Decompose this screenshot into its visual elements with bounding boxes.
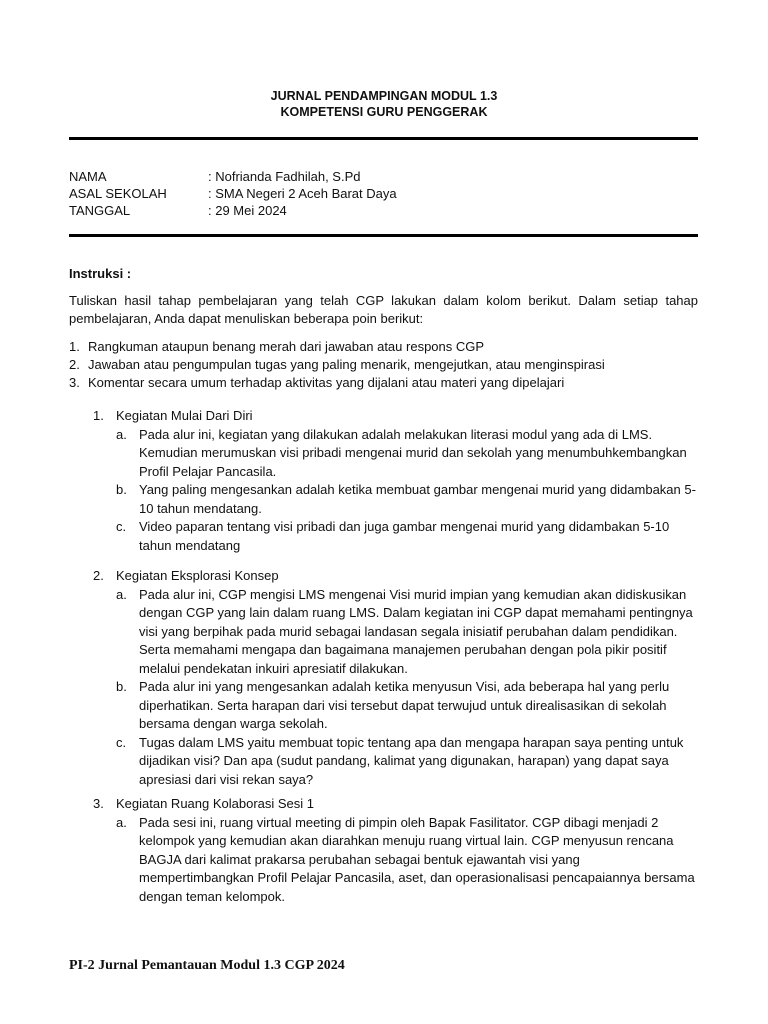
section-item bbox=[93, 678, 698, 734]
section-item bbox=[93, 481, 698, 518]
list-text: Jawaban atau pengumpulan tugas yang paling menarik, mengejutkan, atau menginspirasi bbox=[88, 357, 605, 372]
identity-value: : Nofrianda Fadhilah, S.Pd bbox=[208, 169, 361, 184]
section-title: Kegiatan Mulai Dari Diri bbox=[116, 408, 253, 423]
identity-label: TANGGAL bbox=[69, 203, 131, 218]
list-item bbox=[69, 374, 698, 392]
item-text: Pada alur ini yang mengesankan adalah ketika menyusun Visi, ada beberapa hal yang perlu diperhatikan. Serta harapan dari visi tersebut dapat terwujud untuk direalisasikan di sekolah bersama dengan warga sekolah. bbox=[139, 679, 670, 731]
list-item bbox=[69, 356, 698, 374]
identity-value: : 29 Mei 2024 bbox=[208, 203, 287, 218]
section-item bbox=[93, 426, 698, 482]
page-footer: PI-2 Jurnal Pemantauan Modul 1.3 CGP 2024 bbox=[69, 958, 345, 973]
item-marker: a. bbox=[116, 426, 127, 442]
list-text: Komentar secara umum terhadap aktivitas yang dijalani atau materi yang dipelajari bbox=[88, 375, 565, 390]
section-number: 3. bbox=[93, 796, 104, 811]
section-mulai-dari-diri bbox=[93, 407, 698, 555]
item-text: Pada sesi ini, ruang virtual meeting di pimpin oleh Bapak Fasilitator. CGP dibagi menjadi 2 kelompok yang kemudian akan diarahkan menuju ruang virtual lain. CGP menyusun rencana BAGJA dari kalimat prakarsa perubahan sebagai bentuk ejawantah visi yang mempertimbangkan Profil Pelajar Pancasila, aset, dan operasionalisasi pencapaiannya bersama dengan teman kelompok. bbox=[139, 814, 695, 904]
item-text: Tugas dalam LMS yaitu membuat topic tentang apa dan mengapa harapan saya penting untuk dijadikan visi? Dan apa (sudut pandang, kalimat yang digunakan, harapan) yang dapat saya apresiasi dari visi rekan saya? bbox=[139, 734, 684, 787]
section-heading bbox=[93, 407, 698, 426]
instructions-list bbox=[69, 338, 698, 392]
section-heading bbox=[93, 795, 698, 814]
section-item bbox=[93, 586, 698, 679]
list-text: Rangkuman ataupun benang merah dari jawaban atau respons CGP bbox=[88, 339, 485, 354]
section-item bbox=[93, 814, 698, 907]
item-text: Video paparan tentang visi pribadi dan juga gambar mengenai murid yang didambakan 5-10 tahun mendatang bbox=[139, 519, 670, 553]
section-heading bbox=[93, 567, 698, 586]
section-item bbox=[93, 734, 698, 790]
instructions-intro: Tuliskan hasil tahap pembelajaran yang telah CGP lakukan dalam kolom berikut. Dalam setiap tahap pembelajaran, Anda dapat menuliskan beberapa poin berikut: bbox=[69, 293, 698, 326]
list-item bbox=[69, 338, 698, 356]
section-item bbox=[93, 518, 698, 555]
section-ruang-kolaborasi bbox=[93, 795, 698, 906]
section-title: Kegiatan Eksplorasi Konsep bbox=[116, 568, 279, 583]
list-number: 3. bbox=[69, 375, 80, 390]
section-number: 2. bbox=[93, 568, 104, 583]
item-text: Pada alur ini, kegiatan yang dilakukan adalah melakukan literasi modul yang ada di LMS. Kemudian merumuskan visi pribadi mengenai murid dan sekolah yang menumbuhkembangkan Profil Pelajar Pancasila. bbox=[139, 426, 687, 479]
item-marker: b. bbox=[116, 482, 127, 497]
identity-value: : SMA Negeri 2 Aceh Barat Daya bbox=[208, 186, 397, 201]
item-text: Yang paling mengesankan adalah ketika membuat gambar mengenai murid yang didambakan 5-10 tahun mendatang. bbox=[139, 482, 696, 516]
identity-label: NAMA bbox=[69, 169, 107, 184]
instructions-heading: Instruksi : bbox=[69, 266, 132, 281]
item-marker: a. bbox=[116, 814, 127, 830]
identity-label: ASAL SEKOLAH bbox=[69, 186, 167, 201]
item-marker: c. bbox=[116, 519, 127, 534]
item-text: Pada alur ini, CGP mengisi LMS mengenai Visi murid impian yang kemudian akan didiskusikan dengan CGP yang lain dalam ruang LMS. Dalam kegiatan ini CGP dapat memahami pentingnya visi yang berpihak pada murid sebagai landasan segala inisiatif perubahan dalam pendidikan. Serta memahami mengapa dan bagaimana manajemen perubahan dengan pola pikir positif melalui pendekatan inkuiri apresiatif dilakukan. bbox=[139, 586, 693, 676]
list-number: 1. bbox=[69, 339, 80, 354]
document-subtitle: KOMPETENSI GURU PENGGERAK bbox=[280, 105, 488, 119]
section-title: Kegiatan Ruang Kolaborasi Sesi 1 bbox=[116, 796, 315, 811]
document-title: JURNAL PENDAMPINGAN MODUL 1.3 bbox=[270, 89, 498, 103]
item-marker: c. bbox=[116, 734, 127, 750]
top-divider bbox=[69, 137, 698, 140]
item-marker: a. bbox=[116, 586, 127, 602]
section-number: 1. bbox=[93, 408, 104, 423]
bottom-divider bbox=[69, 234, 698, 237]
item-marker: b. bbox=[116, 679, 127, 694]
section-eksplorasi-konsep bbox=[93, 567, 698, 789]
list-number: 2. bbox=[69, 357, 80, 372]
